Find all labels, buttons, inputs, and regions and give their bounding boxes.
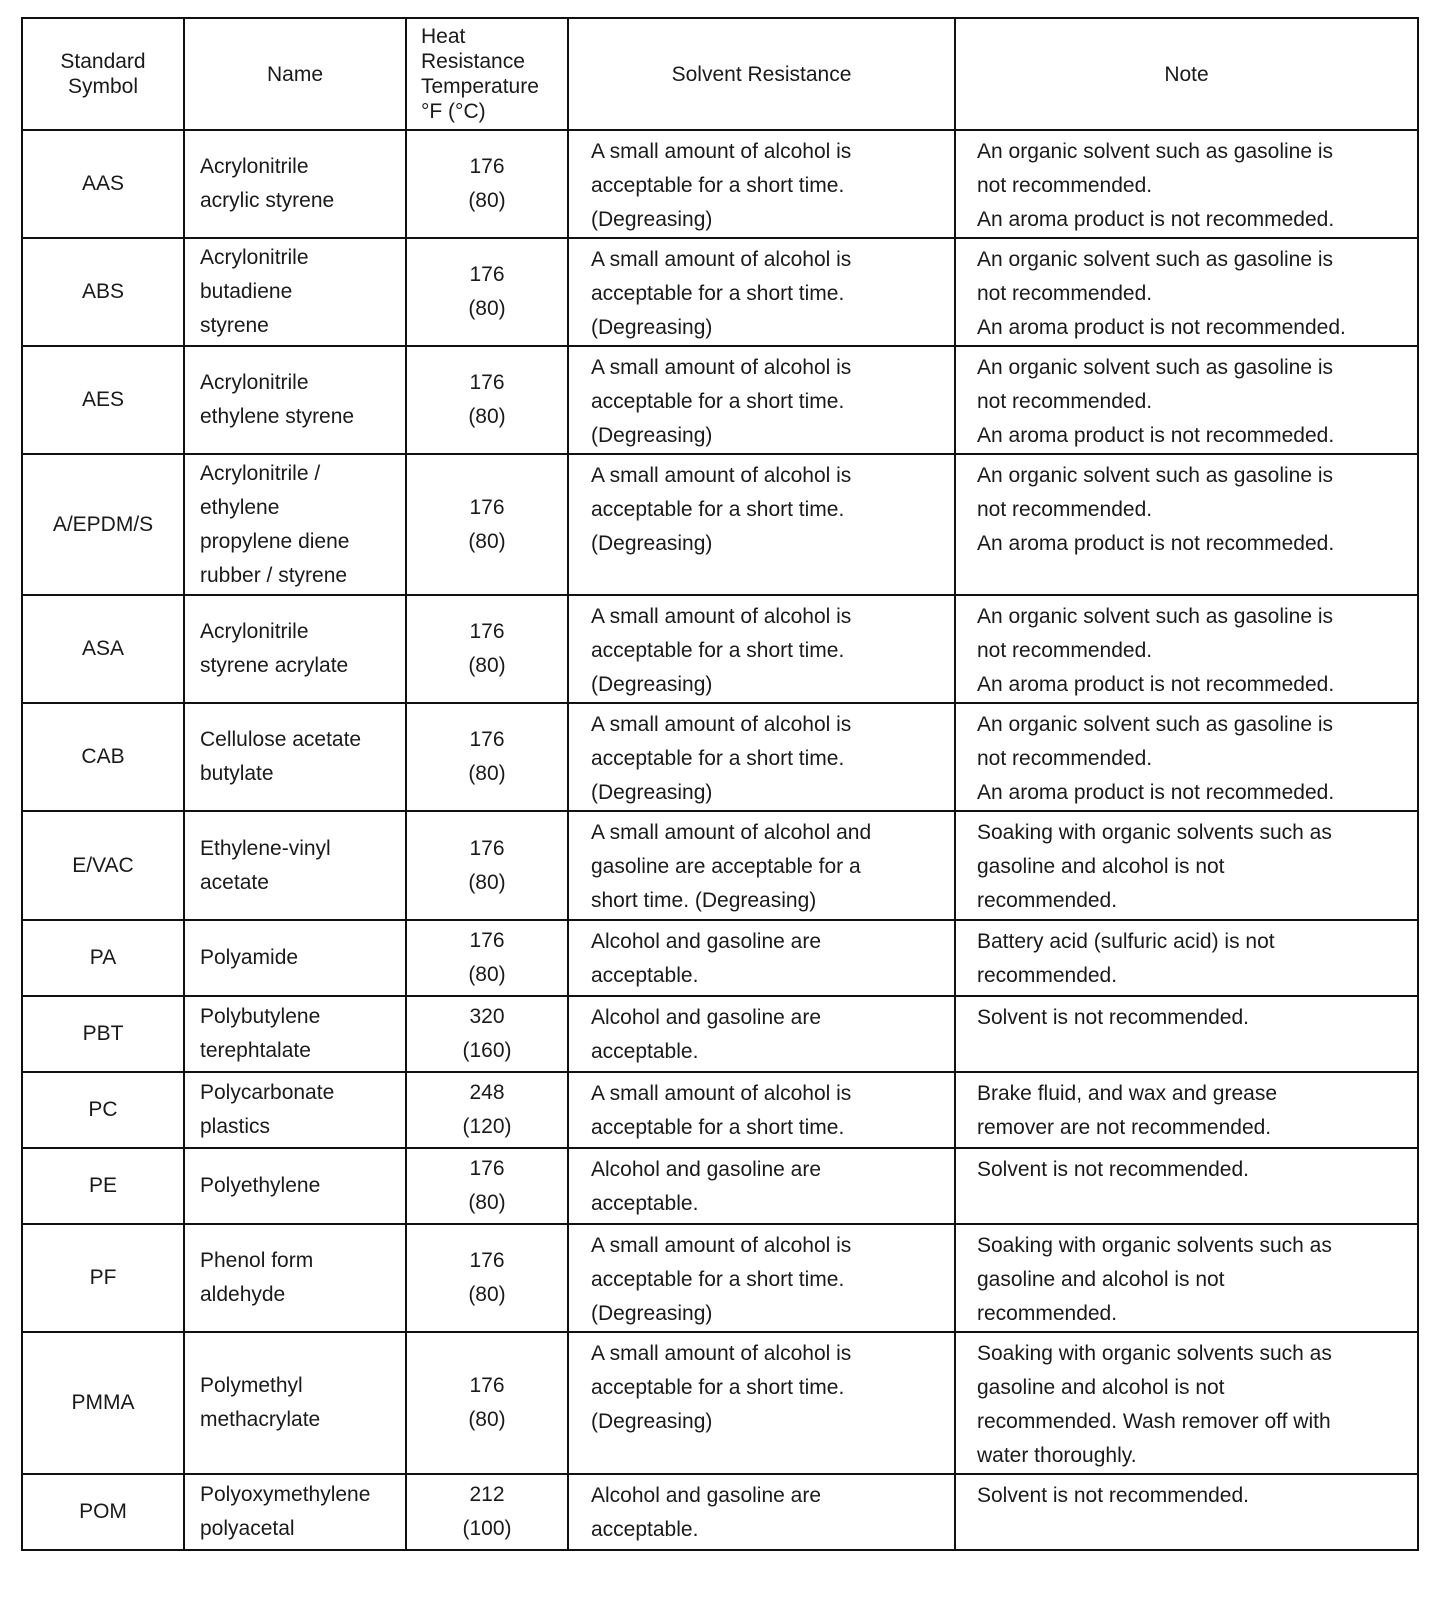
cell-name-line: aldehyde — [200, 1283, 286, 1306]
cell-note-line: not recommended. — [977, 639, 1153, 662]
cell-name-line: Polybutylene — [200, 1005, 321, 1028]
table-header — [22, 18, 1418, 130]
cell-heat-resistance — [406, 1072, 568, 1148]
cell-note-line: recommended. — [977, 1302, 1118, 1325]
table-row — [22, 1072, 1418, 1148]
cell-heat-line: 176 — [469, 836, 505, 860]
cell-note-line: gasoline and alcohol is not — [977, 1376, 1225, 1399]
header-symbol-line: Symbol — [67, 75, 139, 98]
cell-solvent-line: A small amount of alcohol is — [591, 140, 852, 163]
cell-solvent-resistance — [568, 1224, 955, 1332]
cell-name — [184, 1072, 406, 1148]
header-symbol-line: Standard — [60, 50, 146, 73]
cell-name — [184, 346, 406, 454]
cell-name-line: methacrylate — [200, 1408, 321, 1431]
cell-standard-symbol: PMMA — [22, 1332, 184, 1474]
cell-name — [184, 1224, 406, 1332]
cell-solvent-line: Alcohol and gasoline are — [591, 1158, 821, 1181]
cell-heat-line: (100) — [462, 1517, 512, 1540]
cell-name — [184, 1148, 406, 1224]
cell-solvent-resistance — [568, 346, 955, 454]
header-heat-resistance — [406, 18, 568, 130]
cell-solvent-line: (Degreasing) — [591, 781, 713, 804]
cell-heat-line: (80) — [468, 405, 506, 428]
cell-standard-symbol: AES — [22, 346, 184, 454]
cell-name-line: Acrylonitrile — [200, 620, 309, 643]
cell-note — [955, 130, 1418, 238]
cell-heat-resistance — [406, 996, 568, 1072]
cell-note — [955, 1148, 1418, 1224]
cell-solvent-line: A small amount of alcohol is — [591, 356, 852, 379]
cell-solvent-resistance — [568, 1072, 955, 1148]
cell-solvent-resistance — [568, 811, 955, 920]
cell-note — [955, 920, 1418, 996]
cell-heat-resistance — [406, 238, 568, 346]
cell-heat-resistance — [406, 130, 568, 238]
cell-standard-symbol: CAB — [22, 703, 184, 811]
cell-name-line: Polyethylene — [200, 1174, 321, 1197]
cell-note-line: not recommended. — [977, 747, 1153, 770]
cell-solvent-line: A small amount of alcohol is — [591, 464, 852, 487]
cell-solvent-resistance — [568, 920, 955, 996]
cell-solvent-line: (Degreasing) — [591, 532, 713, 555]
cell-heat-line: (80) — [468, 297, 506, 320]
cell-solvent-line: gasoline are acceptable for a — [591, 855, 861, 878]
cell-note-line: An aroma product is not recommeded. — [977, 424, 1335, 447]
cell-solvent-line: acceptable for a short time. — [591, 747, 845, 770]
cell-solvent-resistance — [568, 238, 955, 346]
cell-heat-resistance — [406, 454, 568, 595]
cell-solvent-line: acceptable for a short time. — [591, 498, 845, 521]
cell-heat-resistance — [406, 1474, 568, 1550]
cell-note-line: Solvent is not recommended. — [977, 1484, 1249, 1507]
cell-note-line: not recommended. — [977, 498, 1153, 521]
cell-note — [955, 811, 1418, 920]
cell-solvent-line: A small amount of alcohol is — [591, 1082, 852, 1105]
cell-heat-line: 176 — [469, 371, 505, 394]
cell-note — [955, 1474, 1418, 1550]
cell-solvent-line: acceptable. — [591, 1040, 699, 1063]
cell-standard-symbol: AAS — [22, 130, 184, 238]
cell-name-line: Acrylonitrile / — [200, 461, 321, 485]
cell-heat-line: 176 — [469, 263, 505, 286]
cell-name-line: styrene acrylate — [200, 654, 349, 677]
cell-name-line: propylene diene — [200, 529, 350, 553]
cell-note-line: An organic solvent such as gasoline is — [977, 713, 1334, 736]
cell-solvent-line: acceptable for a short time. — [591, 1116, 845, 1139]
cell-name-line: Polyamide — [200, 946, 299, 969]
cell-standard-symbol: PF — [22, 1224, 184, 1332]
cell-note — [955, 346, 1418, 454]
cell-heat-line: (80) — [468, 189, 506, 212]
cell-heat-line: 176 — [469, 1249, 505, 1272]
cell-heat-line: (80) — [468, 870, 506, 894]
header-solvent-resistance: Solvent Resistance — [568, 18, 955, 130]
cell-solvent-resistance — [568, 1474, 955, 1550]
cell-heat-resistance — [406, 346, 568, 454]
cell-heat-resistance — [406, 1148, 568, 1224]
header-heat-line: Temperature — [421, 75, 539, 98]
cell-solvent-line: acceptable for a short time. — [591, 390, 845, 413]
cell-name-line: styrene — [200, 314, 269, 337]
table-row — [22, 238, 1418, 346]
cell-heat-line: 248 — [469, 1081, 505, 1104]
cell-solvent-line: A small amount of alcohol is — [591, 713, 852, 736]
cell-heat-line: 176 — [469, 155, 505, 178]
cell-standard-symbol: A/EPDM/S — [22, 454, 184, 595]
cell-solvent-resistance — [568, 703, 955, 811]
table-body — [22, 130, 1418, 1550]
table-row — [22, 920, 1418, 996]
cell-heat-line: (80) — [468, 1283, 506, 1306]
cell-name — [184, 811, 406, 920]
cell-name-line: Acrylonitrile — [200, 246, 309, 269]
cell-solvent-line: A small amount of alcohol is — [591, 605, 852, 628]
cell-heat-line: (80) — [468, 529, 506, 553]
cell-standard-symbol: ASA — [22, 595, 184, 703]
cell-note-line: water thoroughly. — [977, 1444, 1137, 1467]
cell-name — [184, 920, 406, 996]
cell-heat-line: (120) — [462, 1115, 512, 1138]
cell-name — [184, 703, 406, 811]
table-row — [22, 346, 1418, 454]
cell-heat-resistance — [406, 920, 568, 996]
cell-note-line: Solvent is not recommended. — [977, 1006, 1249, 1029]
cell-heat-line: 176 — [469, 728, 505, 751]
cell-heat-resistance — [406, 595, 568, 703]
cell-solvent-line: acceptable for a short time. — [591, 174, 845, 197]
cell-heat-line: 320 — [469, 1005, 505, 1028]
cell-solvent-line: (Degreasing) — [591, 208, 713, 231]
table-row — [22, 595, 1418, 703]
cell-note — [955, 454, 1418, 595]
cell-heat-line: (160) — [462, 1039, 512, 1062]
cell-note-line: recommended. Wash remover off with — [977, 1410, 1331, 1433]
cell-name-line: Polymethyl — [200, 1374, 303, 1397]
cell-name — [184, 996, 406, 1072]
cell-solvent-line: acceptable for a short time. — [591, 639, 845, 662]
cell-heat-line: (80) — [468, 1408, 506, 1431]
cell-name-line: Acrylonitrile — [200, 371, 309, 394]
cell-note — [955, 1072, 1418, 1148]
cell-standard-symbol: PC — [22, 1072, 184, 1148]
cell-heat-resistance — [406, 703, 568, 811]
cell-note-line: An aroma product is not recommeded. — [977, 532, 1335, 555]
cell-note-line: gasoline and alcohol is not — [977, 1268, 1225, 1291]
cell-heat-resistance — [406, 1332, 568, 1474]
cell-note-line: recommended. — [977, 889, 1118, 912]
cell-name-line: acrylic styrene — [200, 189, 335, 212]
cell-heat-line: 212 — [469, 1483, 505, 1506]
cell-solvent-resistance — [568, 454, 955, 595]
cell-heat-line: 176 — [469, 495, 505, 519]
cell-note-line: An aroma product is not recommeded. — [977, 208, 1335, 231]
cell-standard-symbol: PA — [22, 920, 184, 996]
cell-note — [955, 703, 1418, 811]
table-row — [22, 703, 1418, 811]
cell-solvent-resistance — [568, 996, 955, 1072]
cell-name — [184, 1474, 406, 1550]
cell-heat-line: (80) — [468, 1191, 506, 1214]
cell-name-line: plastics — [200, 1115, 271, 1138]
cell-solvent-line: acceptable for a short time. — [591, 282, 845, 305]
cell-solvent-line: short time. (Degreasing) — [591, 889, 817, 912]
cell-name — [184, 454, 406, 595]
plastics-resistance-table — [21, 17, 1419, 1551]
cell-note-line: not recommended. — [977, 390, 1153, 413]
cell-solvent-resistance — [568, 595, 955, 703]
cell-note-line: remover are not recommended. — [977, 1116, 1272, 1139]
cell-note-line: not recommended. — [977, 174, 1153, 197]
table-row — [22, 1224, 1418, 1332]
cell-note — [955, 996, 1418, 1072]
cell-note-line: An aroma product is not recommeded. — [977, 673, 1335, 696]
table-row — [22, 1148, 1418, 1224]
cell-standard-symbol: PE — [22, 1148, 184, 1224]
cell-note-line: recommended. — [977, 964, 1118, 987]
cell-name-line: Polycarbonate — [200, 1081, 335, 1104]
cell-name-line: Phenol form — [200, 1249, 314, 1272]
cell-note-line: An aroma product is not recommeded. — [977, 781, 1335, 804]
cell-heat-line: (80) — [468, 654, 506, 677]
cell-standard-symbol: ABS — [22, 238, 184, 346]
cell-name — [184, 130, 406, 238]
header-standard-symbol — [22, 18, 184, 130]
cell-note-line: Soaking with organic solvents such as — [977, 1342, 1332, 1365]
cell-solvent-line: (Degreasing) — [591, 673, 713, 696]
cell-note — [955, 595, 1418, 703]
cell-heat-resistance — [406, 1224, 568, 1332]
cell-name-line: Polyoxymethylene — [200, 1483, 371, 1506]
cell-heat-line: 176 — [469, 929, 505, 952]
cell-solvent-line: Alcohol and gasoline are — [591, 1484, 821, 1507]
cell-solvent-line: acceptable for a short time. — [591, 1376, 845, 1399]
table-row — [22, 1332, 1418, 1474]
cell-note-line: An organic solvent such as gasoline is — [977, 140, 1334, 163]
cell-note-line: Brake fluid, and wax and grease — [977, 1082, 1278, 1105]
cell-standard-symbol: E/VAC — [22, 811, 184, 920]
cell-name-line: polyacetal — [200, 1517, 295, 1540]
header-row — [22, 18, 1418, 130]
cell-solvent-line: acceptable. — [591, 1518, 699, 1541]
cell-solvent-line: (Degreasing) — [591, 1302, 713, 1325]
table-row — [22, 130, 1418, 238]
cell-name-line: terephtalate — [200, 1039, 311, 1062]
cell-note-line: Solvent is not recommended. — [977, 1158, 1249, 1181]
cell-note-line: An organic solvent such as gasoline is — [977, 356, 1334, 379]
cell-note-line: An organic solvent such as gasoline is — [977, 464, 1334, 487]
cell-name — [184, 1332, 406, 1474]
cell-name — [184, 238, 406, 346]
cell-solvent-line: A small amount of alcohol and — [591, 821, 872, 844]
header-heat-line: °F (°C) — [421, 100, 486, 123]
cell-solvent-line: acceptable for a short time. — [591, 1268, 845, 1291]
cell-name — [184, 595, 406, 703]
cell-solvent-line: A small amount of alcohol is — [591, 1234, 852, 1257]
cell-standard-symbol: PBT — [22, 996, 184, 1072]
cell-note-line: An organic solvent such as gasoline is — [977, 605, 1334, 628]
cell-note-line: not recommended. — [977, 282, 1153, 305]
cell-name-line: Ethylene-vinyl — [200, 836, 331, 860]
cell-note-line: Battery acid (sulfuric acid) is not — [977, 930, 1275, 953]
header-heat-line: Heat — [421, 25, 466, 48]
cell-name-line: rubber / styrene — [200, 563, 348, 587]
cell-note — [955, 1224, 1418, 1332]
cell-solvent-line: acceptable. — [591, 1192, 699, 1215]
cell-name-line: butylate — [200, 762, 274, 785]
cell-name-line: butadiene — [200, 280, 293, 303]
table-row — [22, 1474, 1418, 1550]
cell-heat-resistance — [406, 811, 568, 920]
cell-solvent-line: A small amount of alcohol is — [591, 1342, 852, 1365]
cell-note-line: An aroma product is not recommended. — [977, 316, 1346, 339]
cell-name-line: Cellulose acetate — [200, 728, 362, 751]
cell-note-line: Soaking with organic solvents such as — [977, 1234, 1332, 1257]
cell-solvent-resistance — [568, 130, 955, 238]
header-heat-line: Resistance — [421, 50, 525, 73]
header-name: Name — [184, 18, 406, 130]
cell-heat-line: 176 — [469, 1374, 505, 1397]
cell-solvent-line: A small amount of alcohol is — [591, 248, 852, 271]
cell-note — [955, 1332, 1418, 1474]
table-row — [22, 996, 1418, 1072]
cell-solvent-line: (Degreasing) — [591, 1410, 713, 1433]
cell-solvent-line: Alcohol and gasoline are — [591, 930, 821, 953]
cell-name-line: ethylene — [200, 495, 280, 519]
cell-solvent-resistance — [568, 1148, 955, 1224]
cell-heat-line: (80) — [468, 963, 506, 986]
cell-note — [955, 238, 1418, 346]
cell-solvent-line: (Degreasing) — [591, 316, 713, 339]
cell-name-line: ethylene styrene — [200, 405, 355, 428]
cell-solvent-line: (Degreasing) — [591, 424, 713, 447]
cell-solvent-line: acceptable. — [591, 964, 699, 987]
cell-name-line: acetate — [200, 870, 269, 894]
cell-heat-line: 176 — [469, 620, 505, 643]
header-note: Note — [955, 18, 1418, 130]
cell-note-line: An organic solvent such as gasoline is — [977, 248, 1334, 271]
cell-standard-symbol: POM — [22, 1474, 184, 1550]
table-row — [22, 454, 1418, 595]
table-row — [22, 811, 1418, 920]
cell-note-line: Soaking with organic solvents such as — [977, 821, 1332, 844]
cell-solvent-line: Alcohol and gasoline are — [591, 1006, 821, 1029]
cell-note-line: gasoline and alcohol is not — [977, 855, 1225, 878]
cell-solvent-resistance — [568, 1332, 955, 1474]
cell-name-line: Acrylonitrile — [200, 155, 309, 178]
cell-heat-line: (80) — [468, 762, 506, 785]
cell-heat-line: 176 — [469, 1157, 505, 1180]
